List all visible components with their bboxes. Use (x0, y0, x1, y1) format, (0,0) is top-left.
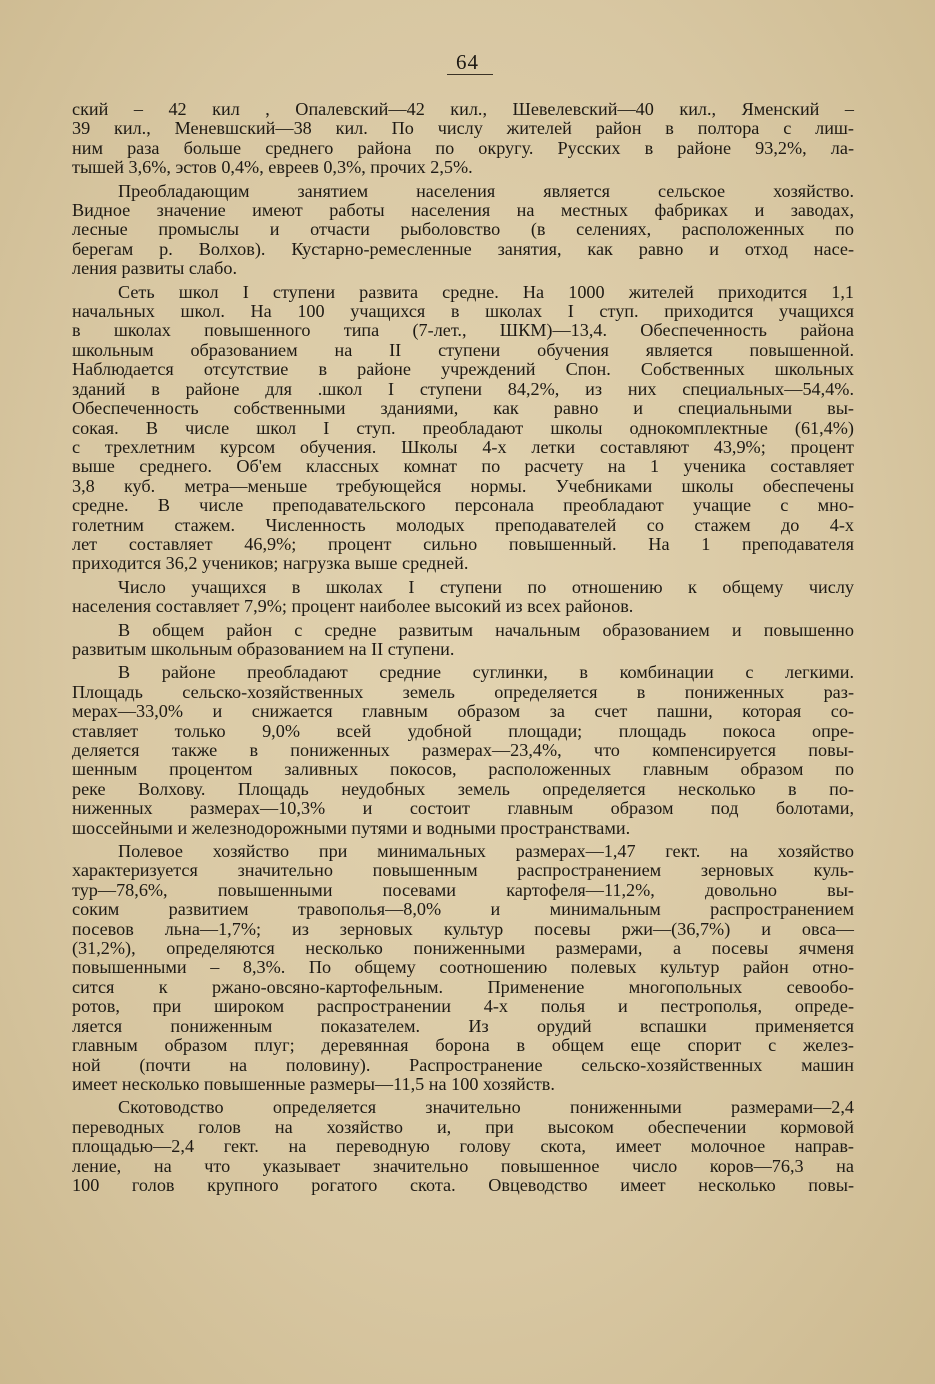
text-line: В районе преобладают средние суглинки, в комбинации с легкими. (118, 662, 854, 683)
text-line: имеет несколько повышенные размеры—11,5 на 100 хозяйств. (72, 1073, 555, 1094)
text-line: лет составляет 46,9%; процент сильно повышенный. На 1 преподавателя (72, 533, 854, 554)
text-line: Сеть школ I ступени развита средне. На 1000 жителей приходится 1,1 (118, 281, 854, 302)
text-line: (31,2%), определяются несколько пониженными размерами, а посевы ячменя (72, 938, 854, 959)
text-line: посевов льна—1,7%; из зерновых культур посевы ржи—(36,7%) и овса— (72, 918, 854, 939)
text-line: деляется также в пониженных размерах—23,4%, что компенсируется повы- (72, 740, 854, 760)
text-line: 3,8 куб. метра—меньше требующейся нормы. Учебниками школы обеспечены (72, 475, 854, 496)
text-line: тышей 3,6%, эстов 0,4%, евреев 0,3%, прочих 2,5%. (72, 157, 473, 178)
text-line: тур—78,6%, повышенными посевами картофеля—11,2%, довольно вы- (72, 879, 854, 900)
text-line: 39 кил., Меневшский—38 кил. По числу жителей район в полтора с лиш- (72, 118, 854, 139)
text-line: ротов, при широком распространении 4-х полья и пестрополья, опреде- (72, 996, 854, 1017)
text-line: школьным образованием на II ступени обучения является повышенной. (72, 339, 854, 360)
text-line: ставляет только 9,0% всей удобной площади; площадь покоса опре- (72, 720, 854, 741)
text-line: Преобладающим занятием населения является сельское хозяйство. (118, 180, 854, 201)
text-line: Видное значение имеют работы населения на местных фабриках и заводах, (72, 200, 854, 221)
text-line: главным образом плуг; деревянная борона в общем еще спорит с желез- (72, 1035, 854, 1056)
text-line: повышенными – 8,3%. По общему соотношению полевых культур район отно- (72, 957, 854, 978)
text-line: шенным процентом заливных покосов, расположенных главным образом по (72, 759, 854, 780)
paragraph (72, 842, 854, 1094)
page-number: 64 (456, 50, 479, 74)
text-line: характеризуется значительно повышенным распространением зерновых куль- (72, 860, 854, 881)
paragraph (72, 182, 854, 279)
text-line: населения составляет 7,9%; процент наиболее высокий из всех районов. (72, 596, 634, 617)
paragraph (72, 283, 854, 574)
text-line: выше среднего. Об'ем классных комнат по расчету на 1 ученика составляет (72, 456, 854, 477)
text-line: ним раза больше среднего района по округу. Русских в районе 93,2%, ла- (72, 137, 854, 158)
text-line: мерах—33,0% и снижается главным образом за счет пашни, которая со- (72, 701, 854, 722)
text-line: в школах повышенного типа (7-лет., ШКМ)—13,4. Обеспеченность района (72, 320, 854, 341)
paragraph (72, 621, 854, 660)
paragraph (72, 1098, 854, 1195)
text-line: переводных голов на хозяйство и, при высоком обеспечении кормовой (72, 1116, 854, 1137)
text-line: ляется пониженным показателем. Из орудий вспашки применяется (72, 1015, 854, 1036)
text-line: Полевое хозяйство при минимальных размерах—1,47 гект. на хозяйство (118, 841, 854, 862)
text-line: Наблюдается отсутствие в районе учреждений Спон. Собственных школьных (72, 359, 854, 380)
text-line: ниженных размерах—10,3% и состоит главным образом под болотами, (72, 798, 854, 819)
text-line: с трехлетним курсом обучения. Школы 4-х летки составляют 43,9%; процент (72, 436, 854, 457)
text-line: 100 голов крупного рогатого скота. Овцеводство имеет несколько повы- (72, 1174, 854, 1195)
text-line: Скотоводство определяется значительно пониженными размерами—2,4 (118, 1097, 854, 1118)
text-line: ский – 42 кил , Опалевский—42 кил., Шевелевский—40 кил., Яменский – (72, 99, 854, 119)
text-line: берегам р. Волхов). Кустарно-ремесленные занятия, как равно и отход насе- (72, 238, 854, 259)
text-line: сится к ржано-овсяно-картофельным. Применение многопольных севообо- (72, 976, 854, 997)
text-line: средне. В числе преподавательского персонала преобладают учащие с мно- (72, 495, 854, 516)
text-line: ной (почти на половину). Распространение сельско-хозяйственных машин (72, 1054, 854, 1075)
text-line: Обеспеченность собственными зданиями, как равно и специальными вы- (72, 398, 854, 419)
text-line: площадью—2,4 гект. на переводную голову скота, имеет молочное направ- (72, 1136, 854, 1157)
text-line: В общем район с средне развитым начальным образованием и повышенно (118, 619, 854, 640)
text-line: шоссейными и железнодорожными путями и водными пространствами. (72, 817, 631, 838)
text-line: Площадь сельско-хозяйственных земель определяется в пониженных раз- (72, 681, 854, 702)
text-line: голетним стажем. Численность молодых преподавателей со стажем до 4-х (72, 514, 854, 535)
page-number-underline (447, 74, 493, 75)
paragraph (72, 663, 854, 838)
body-text (72, 100, 854, 1199)
text-line: зданий в районе для .школ I ступени 84,2%, из них специальных—54,4%. (72, 378, 854, 399)
text-line: развитым школьным образованием на II ступени. (72, 638, 455, 659)
text-line: соким развитием травополья—8,0% и минимальным распространением (72, 899, 854, 920)
text-line: ления развиты слабо. (72, 258, 238, 279)
paragraph (72, 578, 854, 617)
text-line: реке Волхову. Площадь неудобных земель определяется несколько в по- (72, 778, 854, 799)
text-line: приходится 36,2 учеников; нагрузка выше средней. (72, 553, 469, 574)
paragraph (72, 100, 854, 178)
text-line: Число учащихся в школах I ступени по отношению к общему числу (118, 576, 854, 597)
text-line: начальных школ. На 100 учащихся в школах I ступ. приходится учащихся (72, 301, 854, 322)
text-line: сокая. В числе школ I ступ. преобладают школы однокомплектные (61,4%) (72, 417, 854, 438)
text-line: лесные промыслы и отчасти рыболовство (в селениях, расположенных по (72, 219, 854, 240)
text-line: ление, на что указывает значительно повышенное число коров—76,3 на (72, 1155, 854, 1176)
